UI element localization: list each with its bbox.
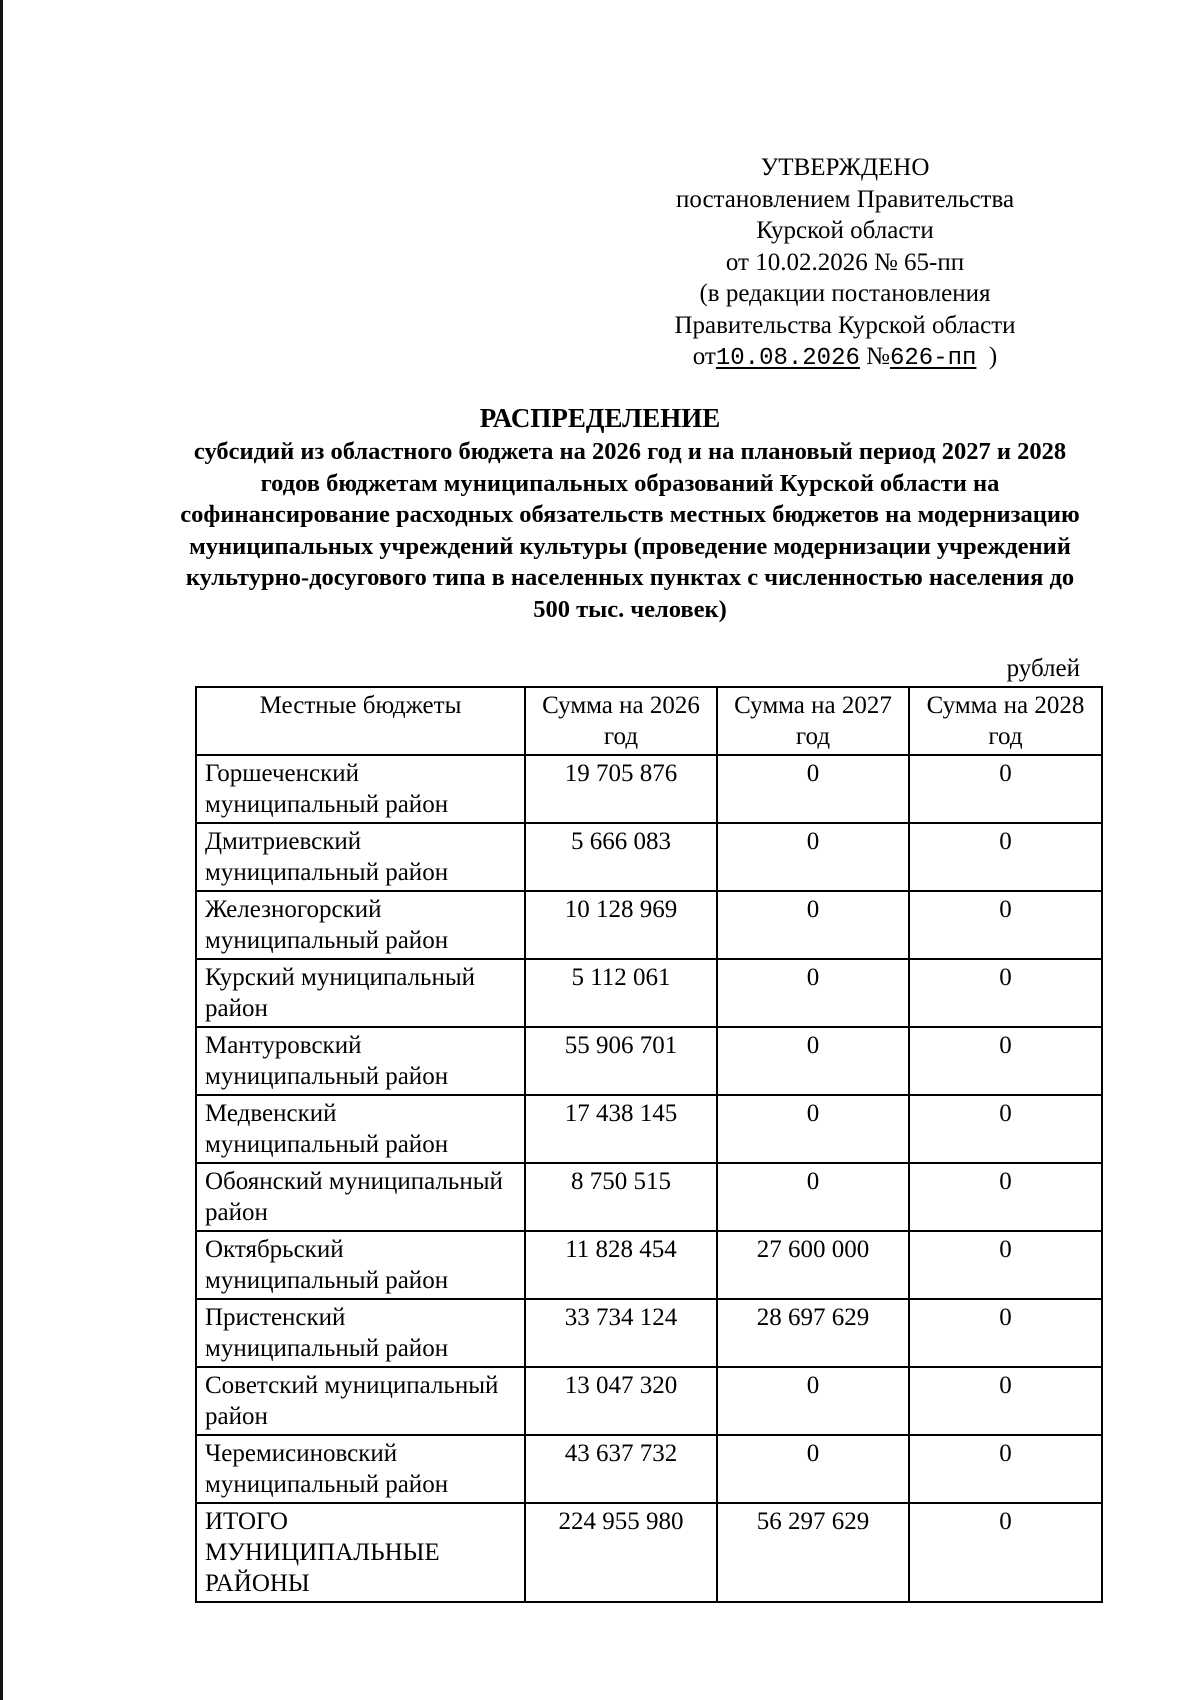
amount-cell: 0 (717, 755, 909, 823)
amount-cell: 5 112 061 (525, 959, 717, 1027)
table-row (196, 1299, 1102, 1367)
amendment-date: 10.08.2026 (715, 345, 860, 372)
column-header: Местные бюджеты (196, 687, 525, 755)
amount-cell: 0 (909, 1163, 1102, 1231)
amount-cell: 0 (909, 891, 1102, 959)
amount-cell: 0 (717, 1435, 909, 1503)
amount-cell: 5 666 083 (525, 823, 717, 891)
approval-suffix: ) (988, 343, 998, 370)
approval-line: (в редакции постановления (699, 280, 991, 307)
amount-cell: 0 (909, 959, 1102, 1027)
total-row (196, 1503, 1102, 1602)
amount-cell: 11 828 454 (525, 1231, 717, 1299)
amount-cell: 0 (717, 1027, 909, 1095)
approval-line-amendment (630, 341, 1060, 375)
budget-name-cell: Октябрьский муниципальный район (196, 1231, 525, 1299)
amount-cell: 0 (909, 1299, 1102, 1367)
amount-cell: 224 955 980 (525, 1503, 717, 1602)
budget-name-cell: Горшеченский муниципальный район (196, 755, 525, 823)
column-header: Сумма на 2026 год (525, 687, 717, 755)
column-header: Сумма на 2027 год (717, 687, 909, 755)
budget-name-cell: Курский муниципальный район (196, 959, 525, 1027)
amount-cell: 28 697 629 (717, 1299, 909, 1367)
number-sign: № (866, 343, 890, 370)
distribution-table (195, 686, 1103, 1603)
amount-cell: 19 705 876 (525, 755, 717, 823)
table-row (196, 1027, 1102, 1095)
amount-cell: 0 (909, 823, 1102, 891)
column-header: Сумма на 2028 год (909, 687, 1102, 755)
amount-cell: 0 (717, 891, 909, 959)
amount-cell: 33 734 124 (525, 1299, 717, 1367)
table-row (196, 755, 1102, 823)
amount-cell: 0 (717, 823, 909, 891)
currency-unit: рублей (1006, 655, 1080, 682)
budget-name-cell: Пристенский муниципальный район (196, 1299, 525, 1367)
budget-name-cell: Дмитриевский муниципальный район (196, 823, 525, 891)
amount-cell: 10 128 969 (525, 891, 717, 959)
amount-cell: 8 750 515 (525, 1163, 717, 1231)
amount-cell: 27 600 000 (717, 1231, 909, 1299)
table-row (196, 1095, 1102, 1163)
amount-cell: 0 (717, 1367, 909, 1435)
amount-cell: 43 637 732 (525, 1435, 717, 1503)
approval-prefix: от (692, 343, 716, 370)
budget-name-cell: Обоянский муниципальный район (196, 1163, 525, 1231)
table-row (196, 1163, 1102, 1231)
amount-cell: 0 (717, 959, 909, 1027)
amount-cell: 0 (909, 1095, 1102, 1163)
table-row (196, 1231, 1102, 1299)
approval-line: постановлением Правительства (675, 185, 1015, 213)
amount-cell: 0 (909, 1435, 1102, 1503)
amount-cell: 55 906 701 (525, 1027, 717, 1095)
approval-line: Курской области (756, 217, 934, 244)
budget-name-cell: Мантуровский муниципальный район (196, 1027, 525, 1095)
budget-name-cell: Черемисиновский муниципальный район (196, 1435, 525, 1503)
amount-cell: 0 (909, 1027, 1102, 1095)
amount-cell: 17 438 145 (525, 1095, 717, 1163)
budget-name-cell: ИТОГО МУНИЦИПАЛЬНЫЕ РАЙОНЫ (196, 1503, 525, 1602)
table-row (196, 1435, 1102, 1503)
table-header-row (196, 687, 1102, 755)
table-row (196, 1367, 1102, 1435)
amendment-number: 626-пп (890, 345, 977, 372)
amount-cell: 0 (717, 1095, 909, 1163)
amount-cell: 56 297 629 (717, 1503, 909, 1602)
amount-cell: 0 (909, 1231, 1102, 1299)
document-subtitle: субсидий из областного бюджета на 2026 год и на плановый период 2027 и 2028 годов бюджетам муниципальных образований Курской области на софинансирование расходных обязательств местных бюджетов на модернизацию муниципальных учреждений культуры (проведение модернизации учреждений культурно-досугового типа в населенных пунктах с численностью населения до 500 тыс. человек) (180, 438, 1080, 623)
budget-name-cell: Медвенский муниципальный район (196, 1095, 525, 1163)
budget-name-cell: Железногорский муниципальный район (196, 891, 525, 959)
table-row (196, 891, 1102, 959)
amount-cell: 0 (717, 1163, 909, 1231)
table-row (196, 959, 1102, 1027)
approval-line: Правительства Курской области (674, 311, 1016, 339)
approval-line: от 10.02.2026 № 65-пп (725, 248, 965, 276)
approval-stamp (630, 152, 1060, 375)
amount-cell: 0 (909, 1367, 1102, 1435)
amount-cell: 0 (909, 755, 1102, 823)
table-row (196, 823, 1102, 891)
document-title: РАСПРЕДЕЛЕНИЕ (479, 403, 721, 433)
amount-cell: 0 (909, 1503, 1102, 1602)
amount-cell: 13 047 320 (525, 1367, 717, 1435)
budget-name-cell: Советский муниципальный район (196, 1367, 525, 1435)
scan-edge (0, 0, 3, 1700)
approval-line: УТВЕРЖДЕНО (760, 154, 930, 181)
